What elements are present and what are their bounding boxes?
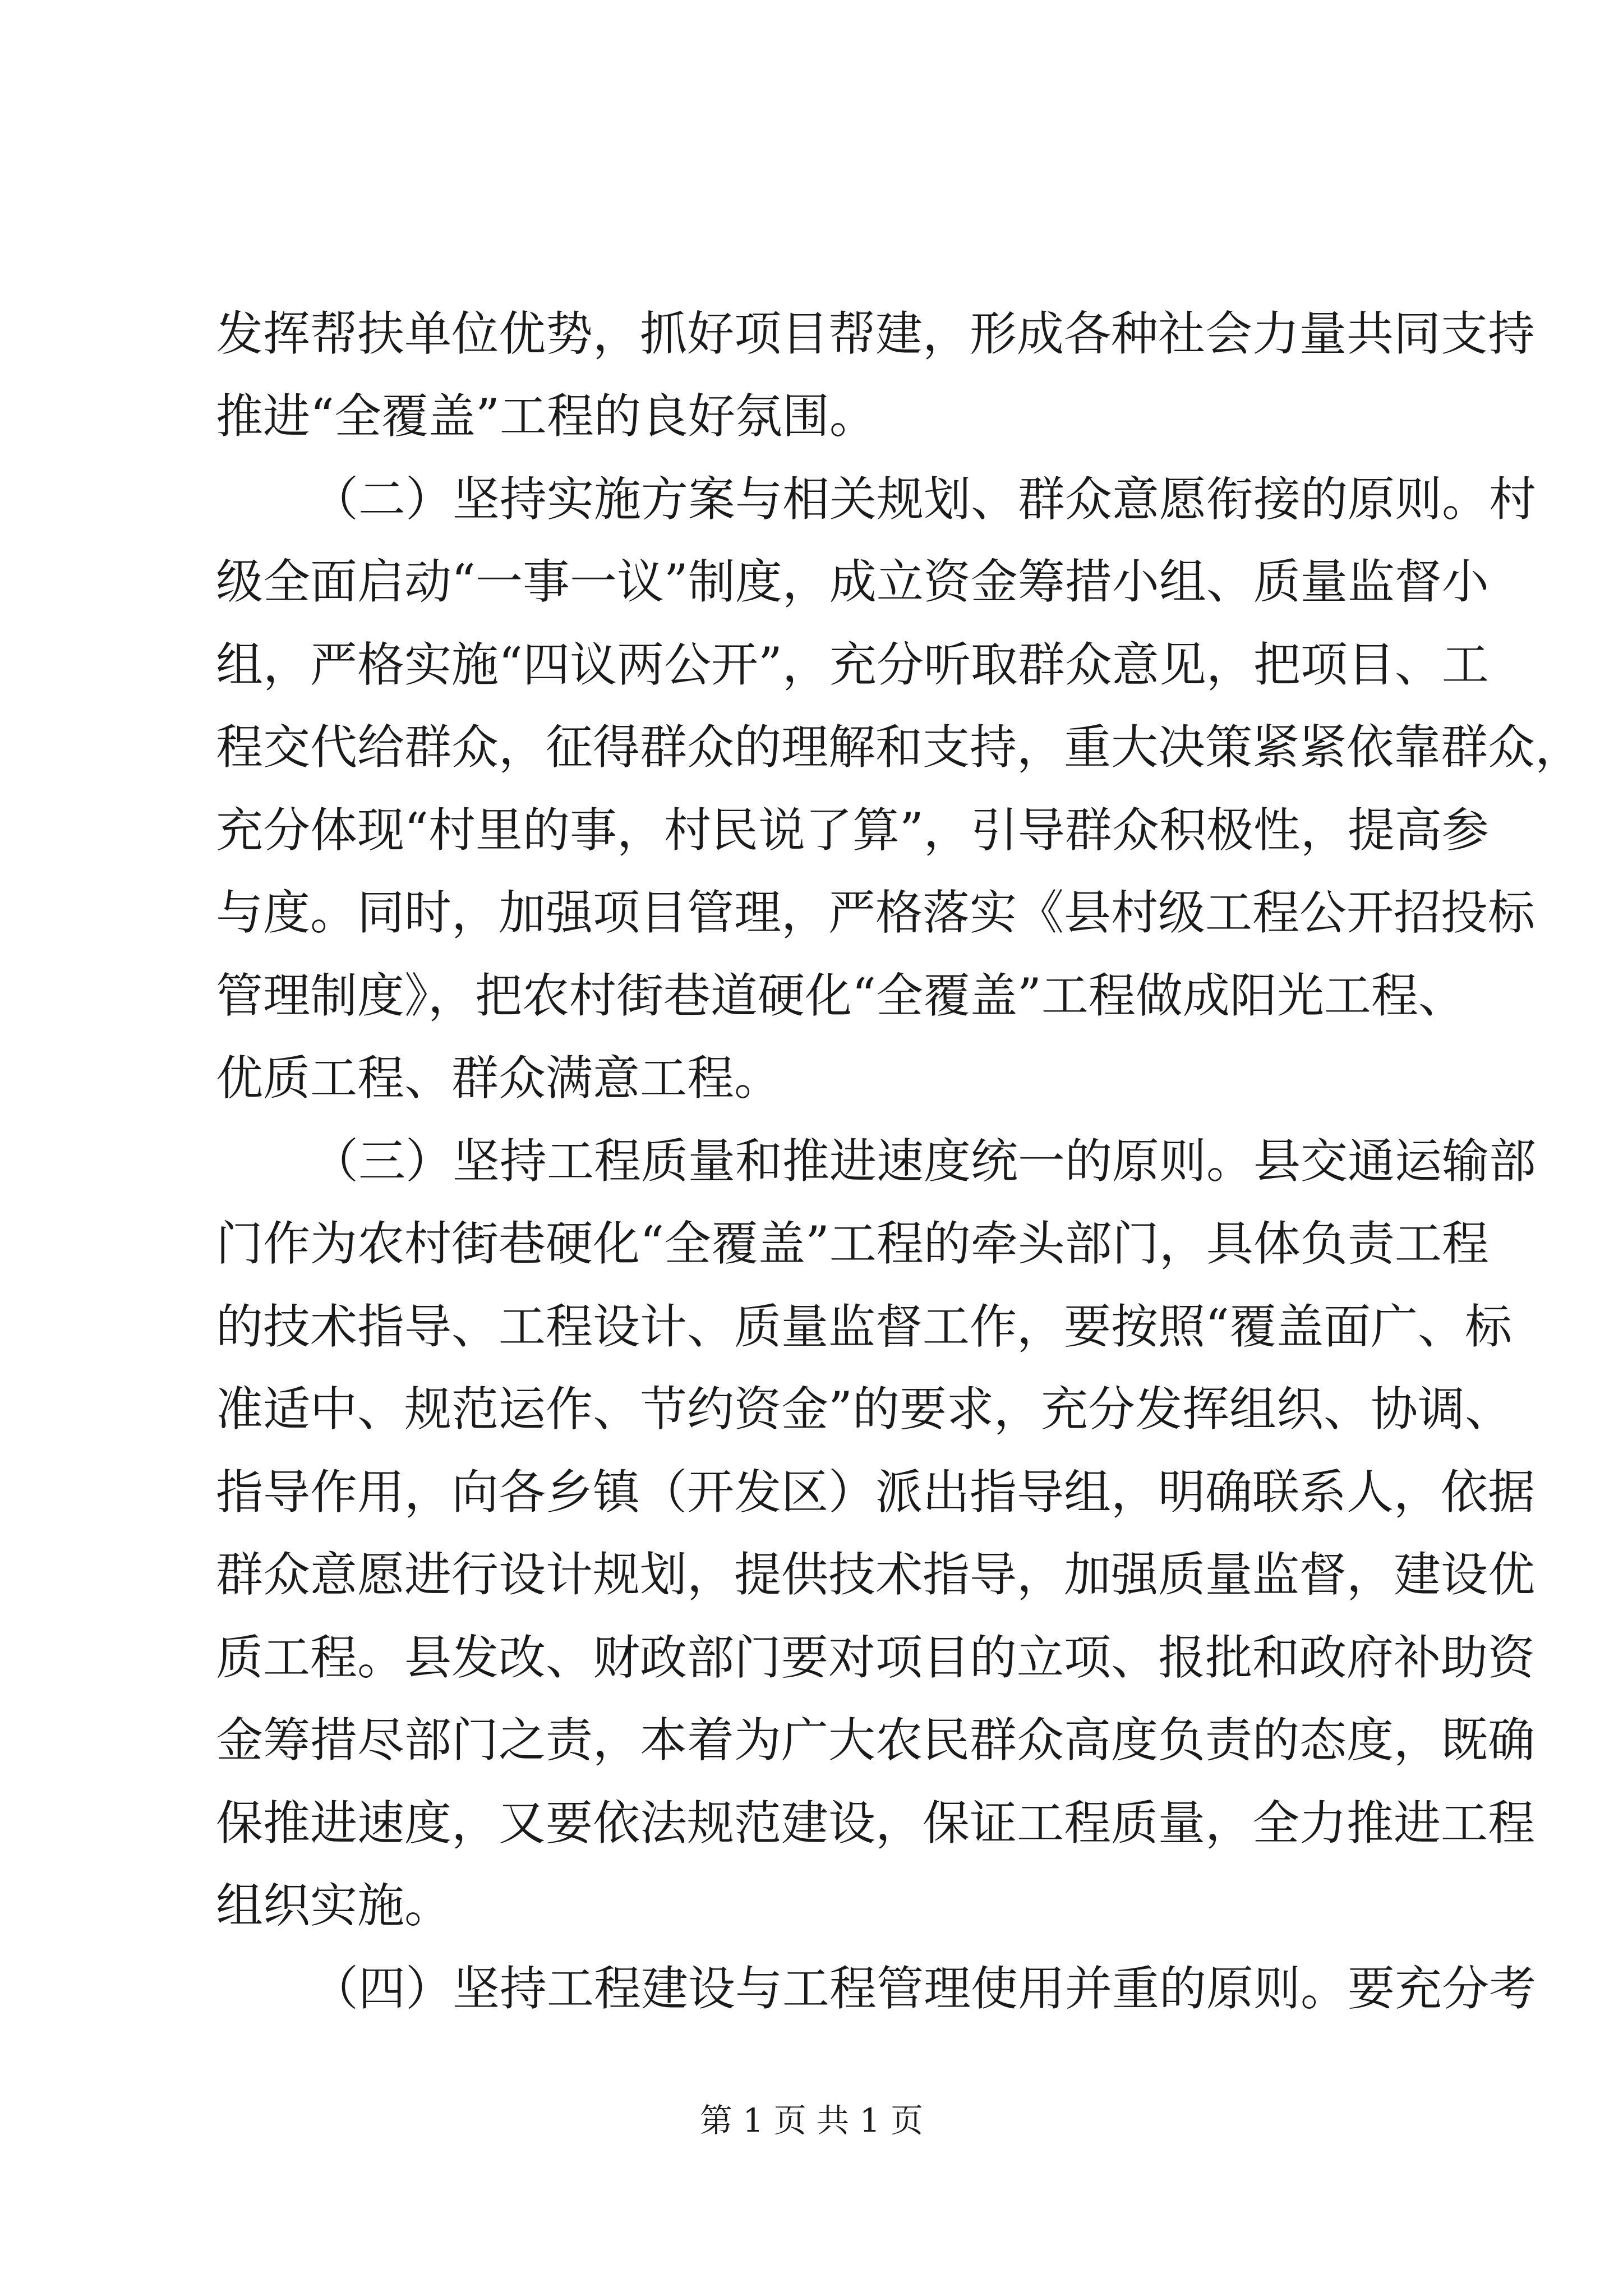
text-line: 的技术指导、工程设计、质量监督工作，要按照“覆盖面广、标 [216,1299,1512,1354]
text-line: 指导作用，向各乡镇（开发区）派出指导组，明确联系人，依据 [216,1465,1536,1520]
text-line: 管理制度》，把农村街巷道硬化“全覆盖”工程做成阳光工程、 [216,968,1465,1023]
paragraph-4-start: （四）坚持工程建设与工程管理使用并重的原则。要充分考 [311,1961,1537,2016]
text-line: 与度。同时，加强项目管理，严格落实《县村级工程公开招投标 [216,885,1536,940]
text-line: 质工程。县发改、财政部门要对项目的立项、报批和政府补助资 [216,1630,1536,1685]
text-line: 充分体现“村里的事，村民说了算”，引导群众积极性，提高参 [216,803,1489,858]
text-line: 程交代给群众，征得群众的理解和支持，重大决策紧紧依靠群众， [216,720,1583,775]
text-line: 优质工程、群众满意工程。 [216,1051,782,1106]
text-line: 门作为农村街巷硬化“全覆盖”工程的牵头部门，具体负责工程 [216,1216,1489,1271]
text-line: 组，严格实施“四议两公开”，充分听取群众意见，把项目、工 [216,637,1489,692]
page-number-footer: 第 1 页 共 1 页 [700,2101,923,2139]
text-line: 推进“全覆盖”工程的良好氛围。 [216,389,877,444]
text-line: 群众意愿进行设计规划，提供技术指导，加强质量监督，建设优 [216,1547,1536,1602]
text-line: 保推进速度，又要依法规范建设，保证工程质量，全力推进工程 [216,1796,1536,1851]
paragraph-2-start: （二）坚持实施方案与相关规划、群众意愿衔接的原则。村 [311,472,1537,527]
text-line: 金筹措尽部门之责，本着为广大农民群众高度负责的态度，既确 [216,1713,1536,1768]
text-line: 组织实施。 [216,1878,452,1933]
paragraph-3-start: （三）坚持工程质量和推进速度统一的原则。县交通运输部 [311,1134,1537,1189]
text-line: 级全面启动“一事一议”制度，成立资金筹措小组、质量监督小 [216,554,1489,609]
text-line: 发挥帮扶单位优势，抓好项目帮建，形成各种社会力量共同支持 [216,306,1536,361]
text-line: 准适中、规范运作、节约资金”的要求，充分发挥组织、协调、 [216,1382,1512,1437]
